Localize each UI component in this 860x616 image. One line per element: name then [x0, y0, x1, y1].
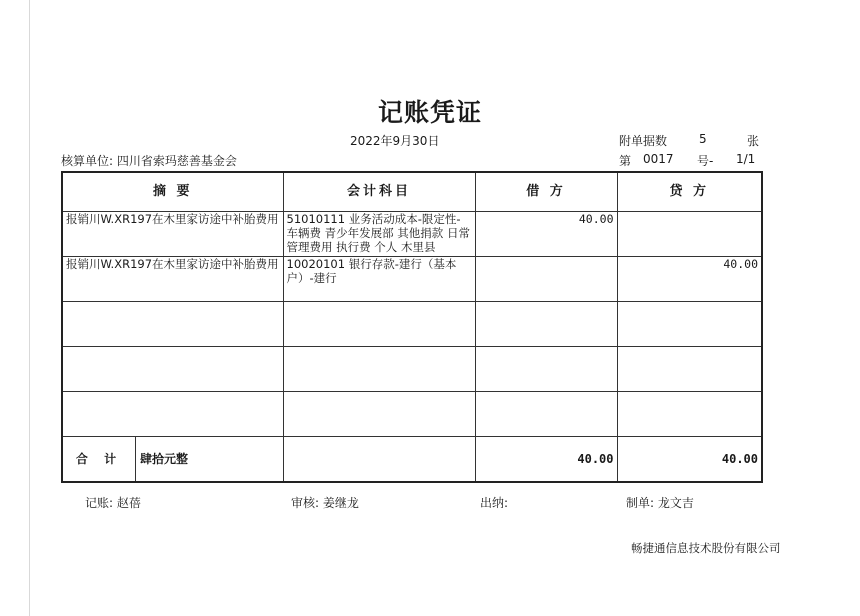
row-summary: 报销川W.XR197在木里家访途中补胎费用 [62, 257, 283, 302]
row-credit [617, 212, 762, 257]
header-debit: 借 方 [475, 172, 617, 212]
row-debit [475, 302, 617, 347]
row-summary: 报销川W.XR197在木里家访途中补胎费用 [62, 212, 283, 257]
table-row [62, 257, 762, 302]
attachment-label: 附单据数 [619, 134, 668, 148]
row-summary [62, 347, 283, 392]
row-debit [475, 257, 617, 302]
attachment-unit: 张 [747, 134, 760, 148]
table-row [62, 212, 762, 257]
row-subject: 51010111 业务活动成本-限定性-车辆费 青少年发展部 其他捐款 日常管理费用 执行费 个人 木里县 [283, 212, 475, 257]
total-debit: 40.00 [475, 437, 617, 483]
header-credit: 贷 方 [617, 172, 762, 212]
total-row [62, 437, 762, 483]
table-row [62, 392, 762, 437]
total-blank [283, 437, 475, 483]
voucher-page: 1/1 [736, 152, 756, 166]
total-cell [62, 437, 283, 483]
row-subject: 10020101 银行存款-建行（基本户）-建行 [283, 257, 475, 302]
reviewer-signature: 审核: 姜继龙 [291, 496, 359, 510]
row-credit [617, 302, 762, 347]
row-credit [617, 392, 762, 437]
header-subject: 会计科目 [283, 172, 475, 212]
software-company: 畅捷通信息技术股份有限公司 [631, 541, 781, 555]
attachment-number: 5 [699, 132, 707, 146]
attachment-count [619, 132, 761, 149]
accounting-unit: 核算单位: 四川省索玛慈善基金会 [61, 154, 237, 168]
row-subject [283, 392, 475, 437]
row-debit [475, 392, 617, 437]
table-header-row [62, 172, 762, 212]
voucher-date: 2022年9月30日 [350, 134, 440, 148]
cashier-signature: 出纳: [480, 496, 509, 510]
voucher-number-value: 0017 [643, 152, 674, 166]
row-debit: 40.00 [475, 212, 617, 257]
row-subject [283, 347, 475, 392]
row-subject [283, 302, 475, 347]
total-label: 合 计 [63, 437, 136, 481]
bookkeeper-signature: 记账: 赵蓓 [85, 496, 141, 510]
row-summary [62, 392, 283, 437]
voucher-suffix: 号- [697, 154, 714, 168]
voucher-number [619, 152, 761, 169]
row-credit [617, 347, 762, 392]
total-credit: 40.00 [617, 437, 762, 483]
voucher-title: 记账凭证 [377, 98, 482, 127]
table-row [62, 302, 762, 347]
row-debit [475, 347, 617, 392]
header-summary: 摘 要 [62, 172, 283, 212]
row-credit: 40.00 [617, 257, 762, 302]
row-summary [62, 302, 283, 347]
table-row [62, 347, 762, 392]
preparer-signature: 制单: 龙文吉 [626, 496, 694, 510]
voucher-prefix: 第 [619, 154, 632, 168]
voucher-table [61, 171, 763, 483]
total-amount-words: 肆拾元整 [140, 452, 189, 466]
